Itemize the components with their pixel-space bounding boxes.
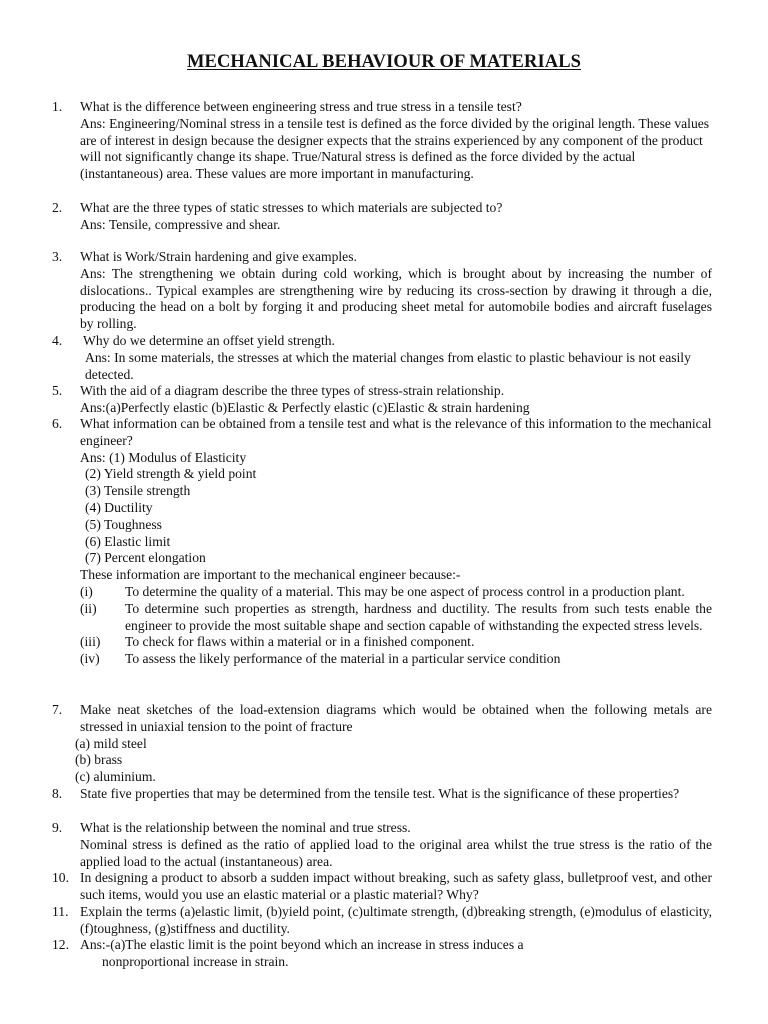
question-number: 5. <box>52 383 63 398</box>
question-number: 2. <box>52 200 63 215</box>
question-number: 4. <box>52 333 63 348</box>
reason-item <box>80 584 712 601</box>
question-1 <box>52 99 712 183</box>
answer-text: Ans:-(a)The elastic limit is the point beyond which an increase in stress induces a <box>80 937 524 952</box>
list-item: (a) mild steel <box>75 735 147 751</box>
question-text: Make neat sketches of the load-extension diagrams which would be obtained when the following metals are stressed in uniaxial tension to the point of fracture <box>80 702 712 734</box>
answer-text: Ans: (1) Modulus of Elasticity <box>80 449 247 465</box>
question-text: What is the difference between engineering stress and true stress in a tensile test? <box>80 99 522 114</box>
list-item: (7) Percent elongation <box>85 550 206 566</box>
question-number: 1. <box>52 99 63 114</box>
reason-text: To determine such properties as strength, hardness and ductility. The results from such tests enable the engineer to provide the most suitable shape and section capable of withstanding the expected stress levels. <box>125 600 712 633</box>
list-item: (6) Elastic limit <box>85 533 171 549</box>
answer-text: Nominal stress is defined as the ratio of applied load to the original area whilst the true stress is the ratio of the applied load to the actual (instantaneous) area. <box>80 836 712 869</box>
reason-item <box>80 634 712 651</box>
question-text: With the aid of a diagram describe the three types of stress-strain relationship. <box>80 383 505 398</box>
reason-item <box>80 601 712 635</box>
reason-intro: These information are important to the mechanical engineer because:- <box>80 567 461 583</box>
list-item: (c) aluminium. <box>75 769 156 785</box>
question-text: What information can be obtained from a tensile test and what is the relevance of this information to the mechanical engineer? <box>80 416 712 448</box>
question-number: 7. <box>52 702 63 717</box>
answer-text: Ans: Tensile, compressive and shear. <box>80 216 281 232</box>
list-item: (5) Toughness <box>85 516 162 532</box>
list-item: (4) Ductility <box>85 499 153 515</box>
question-number: 9. <box>52 820 63 835</box>
question-number: 8. <box>52 786 63 801</box>
question-text: Why do we determine an offset yield strength. <box>83 333 335 348</box>
reason-label: (ii) <box>80 600 97 616</box>
question-text: In designing a product to absorb a sudden impact without breaking, such as safety glass, bulletproof vest, and other such items, would you use an elastic material or a plastic material? Why? <box>80 870 712 902</box>
question-3 <box>52 249 712 333</box>
question-text: State five properties that may be determined from the tensile test. What is the significance of these properties? <box>80 786 680 801</box>
answer-text: Ans: Engineering/Nominal stress in a tensile test is defined as the force divided by the original length. These values are of interest in design because the designer expects that the strains experienced by any component of the product will not significantly change its shape. True/Natural stress is defined as the force divided by the actual (instantaneous) area. These values are more important in manufacturing. <box>80 115 710 182</box>
question-6 <box>52 416 712 668</box>
reason-text: To assess the likely performance of the material in a particular service condition <box>125 651 561 667</box>
answer-text: Ans:(a)Perfectly elastic (b)Elastic & Perfectly elastic (c)Elastic & strain hardening <box>80 399 530 415</box>
question-8 <box>52 786 712 803</box>
question-9 <box>52 820 712 870</box>
question-number: 12. <box>52 937 69 952</box>
answer-text: Ans: In some materials, the stresses at which the material changes from elastic to plastic behaviour is not easily detected. <box>85 349 691 382</box>
question-text: What is Work/Strain hardening and give examples. <box>80 249 357 264</box>
reason-label: (iv) <box>80 651 100 667</box>
page-title: MECHANICAL BEHAVIOUR OF MATERIALS <box>186 52 582 72</box>
list-item: (2) Yield strength & yield point <box>85 466 257 482</box>
question-2 <box>52 200 712 234</box>
reason-label: (iii) <box>80 634 101 650</box>
list-item: (3) Tensile strength <box>85 483 191 499</box>
question-number: 11. <box>52 904 69 919</box>
reason-item <box>80 651 712 668</box>
question-text: What are the three types of static stresses to which materials are subjected to? <box>80 200 503 215</box>
question-4 <box>52 333 712 383</box>
question-number: 3. <box>52 249 63 264</box>
list-item: (b) brass <box>75 752 123 768</box>
question-text: What is the relationship between the nominal and true stress. <box>80 820 411 835</box>
question-11 <box>52 904 712 938</box>
question-10 <box>52 870 712 904</box>
reason-text: To determine the quality of a material. This may be one aspect of process control in a production plant. <box>125 583 685 599</box>
reason-label: (i) <box>80 583 93 599</box>
answer-text: Ans: The strengthening we obtain during cold working, which is brought about by increasing the number of dislocations.. Typical examples are strengthening wire by reducing its cross-section by drawing it through a die, producing the head on a bolt by forging it and producing sheet metal for automobile bodies and aircraft fuselages by rolling. <box>80 265 712 332</box>
question-number: 10. <box>52 870 69 885</box>
question-5 <box>52 383 712 417</box>
reason-text: To check for flaws within a material or in a finished component. <box>125 634 475 650</box>
question-number: 6. <box>52 416 63 431</box>
question-7 <box>52 702 712 786</box>
question-12 <box>52 937 712 971</box>
answer-continuation: nonproportional increase in strain. <box>102 953 289 969</box>
question-text: Explain the terms (a)elastic limit, (b)yield point, (c)ultimate strength, (d)breaking strength, (e)modulus of elasticity, (f)toughness, (g)stiffness and ductility. <box>80 904 712 936</box>
